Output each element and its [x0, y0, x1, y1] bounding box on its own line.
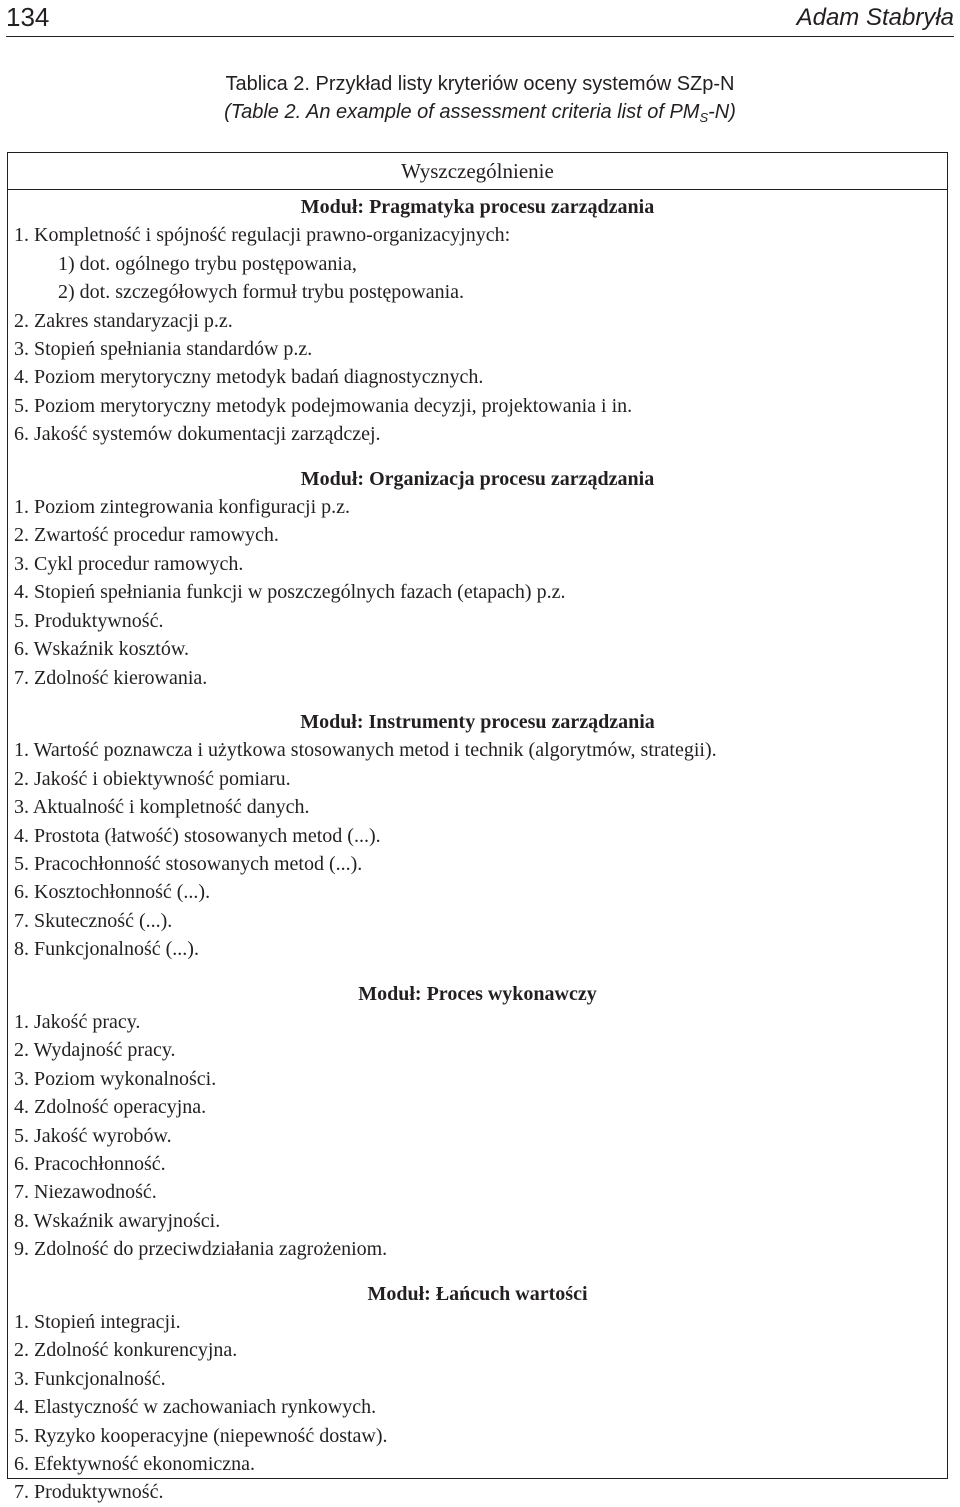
column-header: Wyszczególnienie	[8, 153, 947, 190]
list-item: 4. Poziom merytoryczny metodyk badań diagnostycznych.	[14, 366, 484, 389]
list-item: 1. Wartość poznawcza i użytkowa stosowanych metod i technik (algorytmów, strategii).	[14, 739, 717, 762]
list-item: 5. Poziom merytoryczny metodyk podejmowania decyzji, projektowania i in.	[14, 394, 633, 417]
list-item: 2. Jakość i obiektywność pomiaru.	[14, 767, 291, 790]
author-name: Adam Stabryła	[796, 4, 954, 31]
caption-english-suffix: -N)	[708, 101, 736, 123]
list-item: 7. Produktywność.	[14, 1481, 164, 1504]
list-item: 5. Jakość wyrobów.	[14, 1124, 172, 1147]
module-title: Moduł: Łańcuch wartości	[367, 1282, 588, 1305]
list-item: 1. Poziom zintegrowania konfiguracji p.z.	[14, 496, 351, 519]
table-caption: Tablica 2. Przykład listy kryteriów oceny systemów SZp-N	[225, 73, 735, 95]
list-item: 2. Zakres standaryzacji p.z.	[14, 309, 233, 332]
list-subitem: 2) dot. szczegółowych formuł trybu postępowania.	[58, 281, 465, 304]
list-item: 2. Zwartość procedur ramowych.	[14, 524, 279, 547]
list-item: 6. Jakość systemów dokumentacji zarządczej.	[14, 423, 381, 446]
table-body	[8, 193, 947, 1507]
list-item: 4. Prostota (łatwość) stosowanych metod (...).	[14, 824, 381, 847]
module-title: Moduł: Proces wykonawczy	[358, 982, 597, 1005]
list-item: 3. Poziom wykonalności.	[14, 1067, 217, 1090]
criteria-table	[7, 152, 948, 1504]
list-item: 3. Stopień spełniania standardów p.z.	[14, 338, 313, 361]
list-item: 7. Skuteczność (...).	[14, 909, 173, 932]
list-item: 5. Ryzyko kooperacyjne (niepewność dostaw).	[14, 1424, 388, 1447]
table-caption-english	[0, 98, 960, 126]
list-item: 1. Kompletność i spójność regulacji prawno-organizacyjnych:	[14, 224, 511, 247]
list-item: 3. Aktualność i kompletność danych.	[14, 796, 310, 819]
module-title: Moduł: Instrumenty procesu zarządzania	[300, 710, 655, 733]
list-item: 1. Jakość pracy.	[14, 1010, 141, 1033]
caption-english-prefix: (Table 2. An example of assessment criteria list of PM	[224, 101, 700, 123]
list-item: 4. Elastyczność w zachowaniach rynkowych.	[14, 1396, 377, 1419]
page-number: 134	[6, 2, 50, 32]
list-item: 2. Wydajność pracy.	[14, 1039, 176, 1062]
list-item: 8. Wskaźnik awaryjności.	[14, 1209, 221, 1232]
list-item: 6. Pracochłonność.	[14, 1153, 166, 1175]
list-item: 3. Cykl procedur ramowych.	[14, 552, 244, 575]
list-item: 2. Zdolność konkurencyjna.	[14, 1339, 238, 1362]
list-item: 7. Niezawodność.	[14, 1181, 157, 1204]
list-item: 3. Funkcjonalność.	[14, 1367, 166, 1390]
list-item: 7. Zdolność kierowania.	[14, 666, 208, 689]
list-subitem: 1) dot. ogólnego trybu postępowania,	[58, 252, 357, 275]
module-title: Moduł: Organizacja procesu zarządzania	[300, 467, 655, 490]
caption-english-subscript: S	[699, 110, 709, 125]
list-item: 4. Stopień spełniania funkcji w poszczególnych fazach (etapach) p.z.	[14, 581, 566, 604]
list-item: 6. Wskaźnik kosztów.	[14, 638, 189, 661]
list-item: 6. Kosztochłonność (...).	[14, 881, 211, 904]
list-item: 6. Efektywność ekonomiczna.	[14, 1453, 256, 1476]
module-title: Moduł: Pragmatyka procesu zarządzania	[300, 196, 655, 218]
running-header	[6, 0, 954, 37]
list-item: 8. Funkcjonalność (...).	[14, 938, 199, 961]
list-item: 9. Zdolność do przeciwdziałania zagrożeniom.	[14, 1238, 388, 1261]
list-item: 4. Zdolność operacyjna.	[14, 1096, 207, 1119]
list-item: 5. Pracochłonność stosowanych metod (...).	[14, 852, 363, 875]
list-item: 5. Produktywność.	[14, 609, 164, 632]
list-item: 1. Stopień integracji.	[14, 1311, 181, 1334]
